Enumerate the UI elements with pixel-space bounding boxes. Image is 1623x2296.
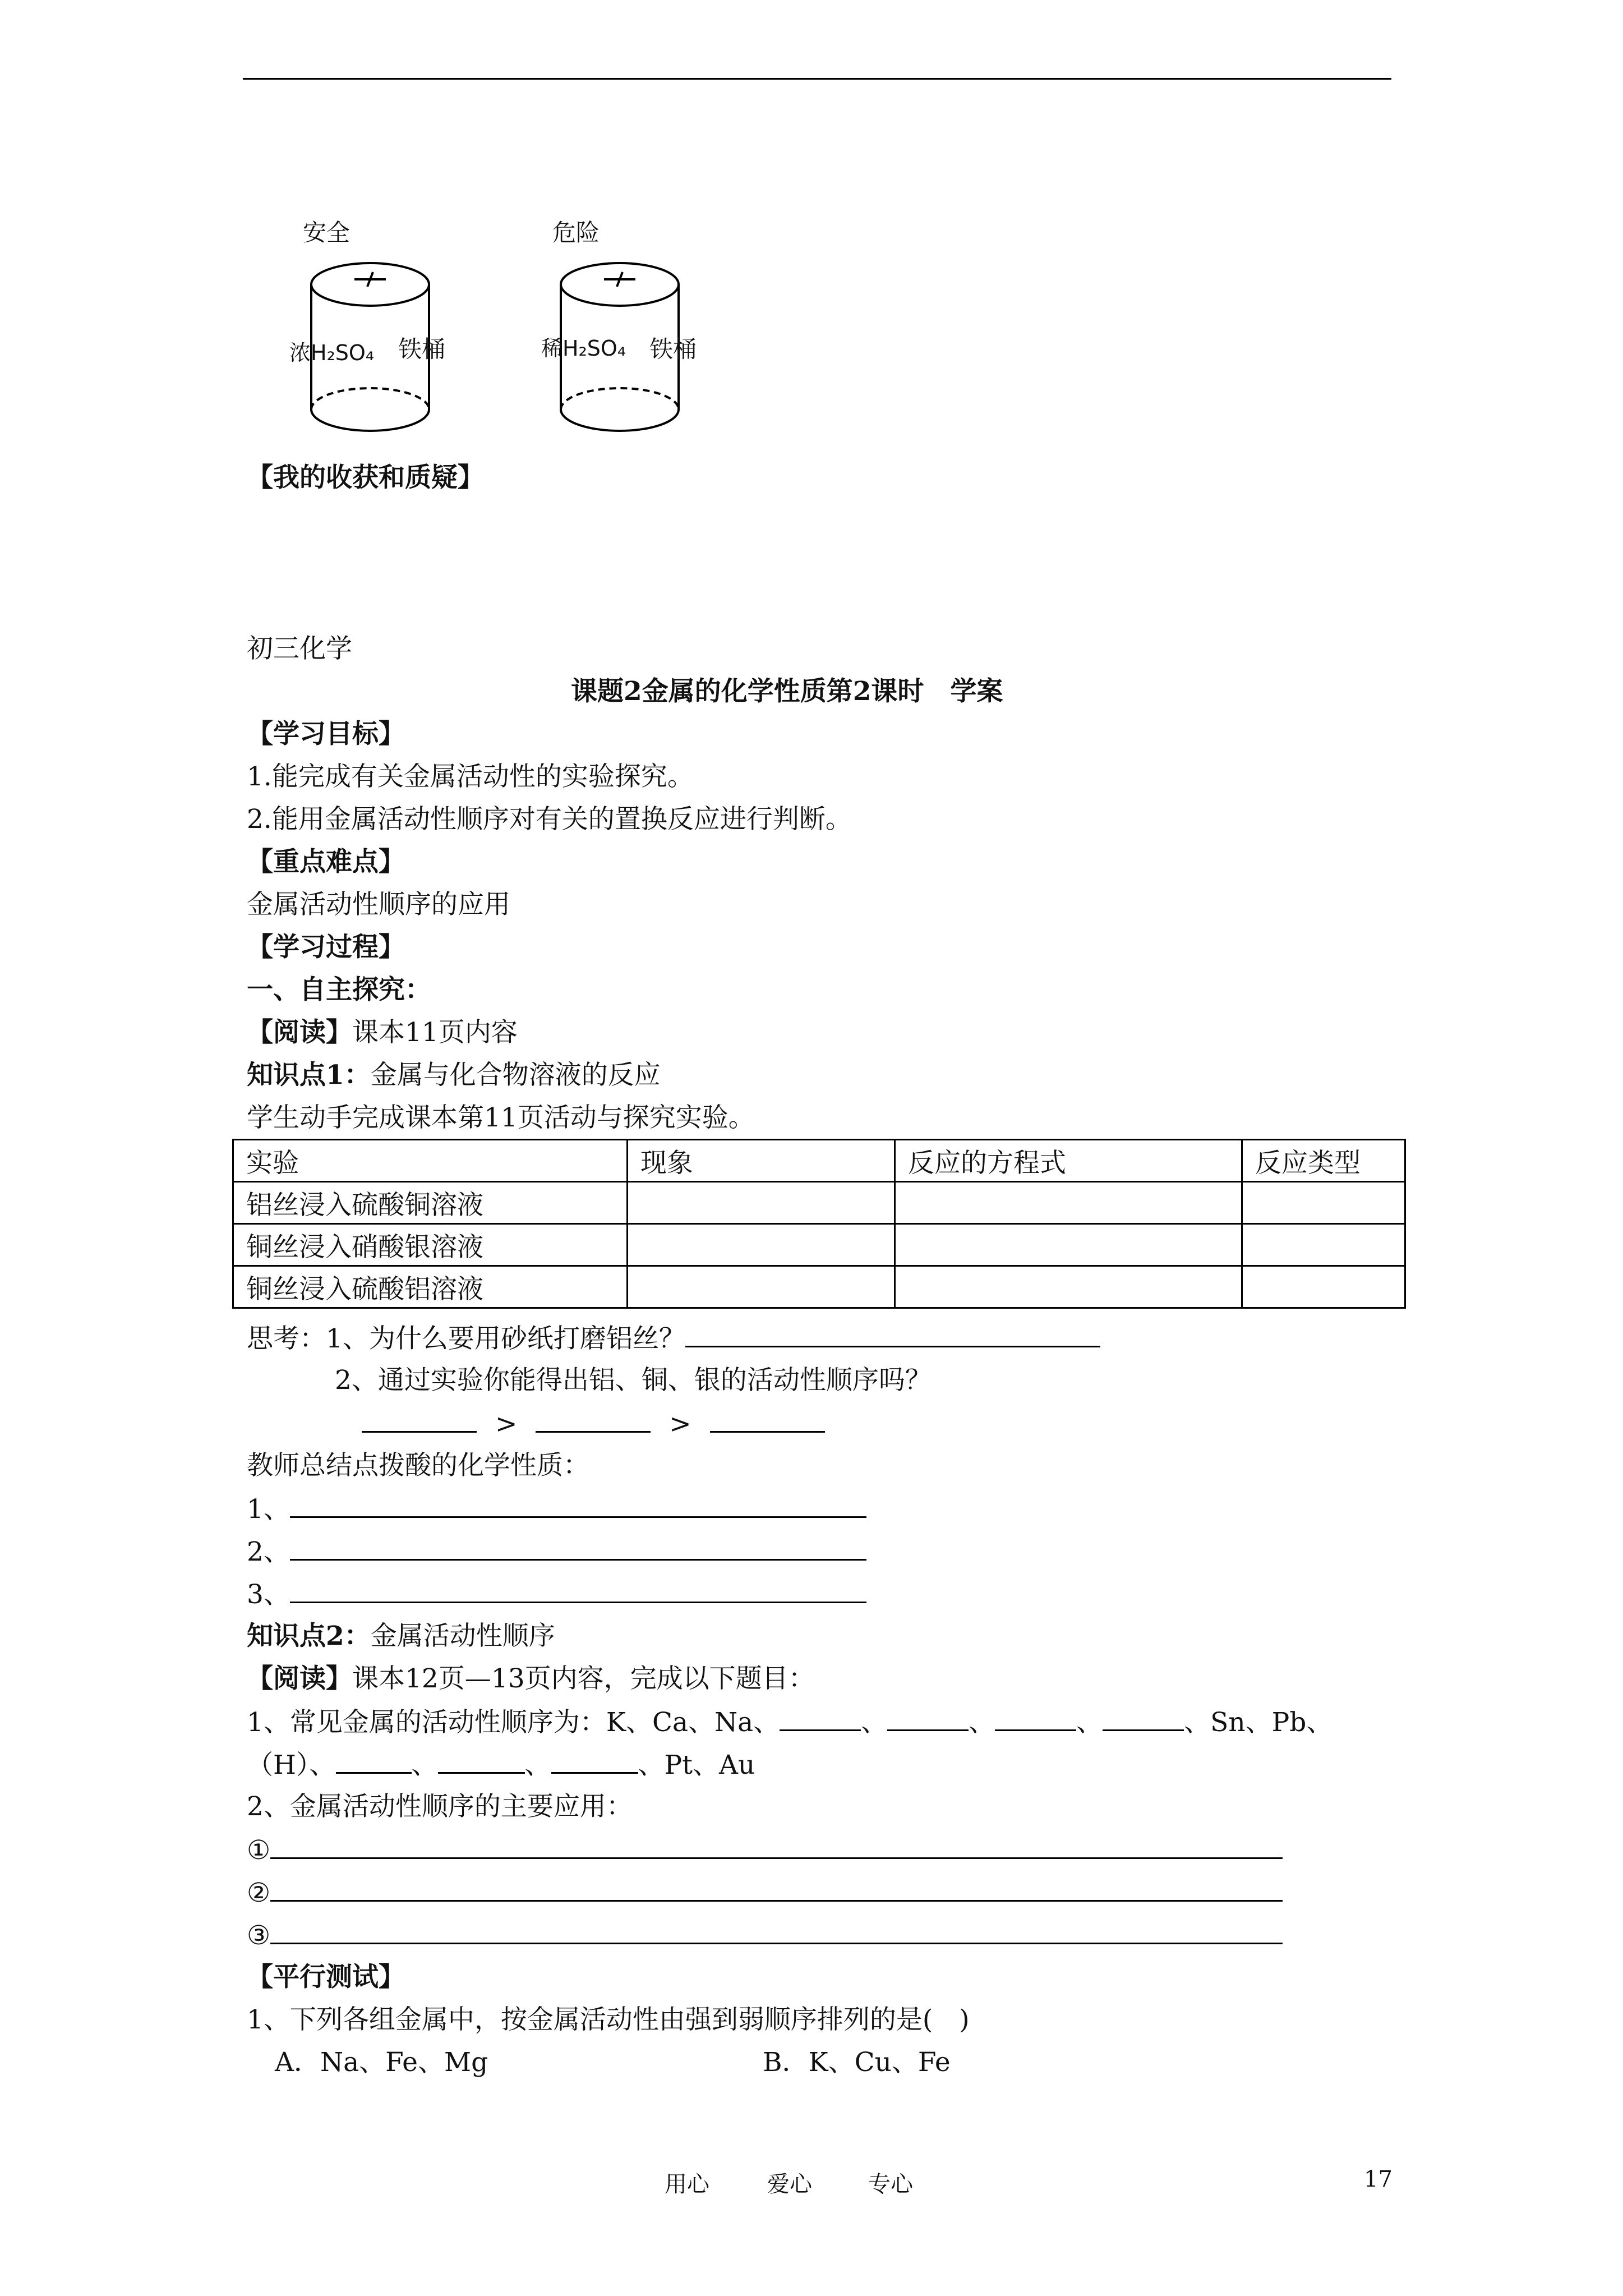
knowledge-point-2 bbox=[247, 1619, 555, 1653]
header-experiment: 实验 bbox=[233, 1140, 628, 1182]
sep-3: 、 bbox=[1076, 1707, 1103, 1738]
key-text: 金属活动性顺序的应用 bbox=[247, 889, 510, 920]
metal-blank-6[interactable] bbox=[438, 1747, 525, 1774]
sep-5: 、 bbox=[524, 1750, 551, 1780]
row-1-experiment: 铝丝浸入硫酸铜溶液 bbox=[233, 1182, 628, 1224]
footer-text-3: 专心 bbox=[868, 2171, 913, 2197]
number-2: 2、 bbox=[247, 1536, 290, 1567]
metal-blank-1[interactable] bbox=[780, 1705, 861, 1731]
option-b[interactable]: B．K、Cu、Fe bbox=[763, 2047, 951, 2078]
circle-3: ③ bbox=[247, 1920, 271, 1951]
row-3-equation[interactable] bbox=[895, 1266, 1242, 1308]
teacher-summary: 教师总结点拨酸的化学性质： bbox=[247, 1450, 589, 1481]
acid-property-2 bbox=[247, 1534, 866, 1569]
acid-property-3 bbox=[247, 1577, 866, 1612]
table-row bbox=[233, 1182, 1405, 1224]
think-1 bbox=[247, 1321, 1100, 1356]
acid-blank-1[interactable] bbox=[290, 1492, 866, 1518]
q1-tail: 、Sn、Pb、 bbox=[1184, 1707, 1333, 1738]
knowledge-point-1 bbox=[247, 1059, 661, 1092]
goals-heading: 【学习目标】 bbox=[247, 719, 405, 749]
greater-than-1: > bbox=[495, 1409, 518, 1439]
experiment-table bbox=[232, 1139, 1406, 1309]
metal-blank-7[interactable] bbox=[551, 1747, 638, 1774]
think-1-text: 思考：1、为什么要用砂纸打磨铝丝？ bbox=[247, 1323, 685, 1354]
application-2 bbox=[247, 1875, 1283, 1910]
course-name: 初三化学 bbox=[247, 633, 352, 664]
order-blank-3[interactable] bbox=[710, 1406, 825, 1433]
concentrated-acid-label: 浓H₂SO₄ bbox=[289, 341, 375, 365]
circle-2: ② bbox=[247, 1878, 271, 1908]
circle-1: ① bbox=[247, 1835, 271, 1866]
metal-blank-2[interactable] bbox=[887, 1705, 969, 1731]
row-3-type[interactable] bbox=[1242, 1266, 1405, 1308]
iron-bucket-label-left: 铁桶 bbox=[398, 335, 446, 363]
header-reaction-type: 反应类型 bbox=[1242, 1140, 1405, 1182]
application-blank-3[interactable] bbox=[270, 1918, 1283, 1944]
dilute-acid-label: 稀H₂SO₄ bbox=[541, 336, 626, 361]
read-1-text: 课本11页内容 bbox=[352, 1017, 518, 1048]
iron-bucket-label-right: 铁桶 bbox=[649, 335, 697, 363]
section-1-heading: 一、自主探究： bbox=[247, 974, 431, 1005]
page-title: 课题2金属的化学性质第2课时 学案 bbox=[571, 676, 1003, 707]
safe-label: 安全 bbox=[303, 219, 351, 246]
footer-text-1: 用心 bbox=[665, 2171, 709, 2197]
test-question-1: 1、下列各组金属中，按金属活动性由强到弱顺序排列的是( ) bbox=[247, 2004, 970, 2035]
row-3-phenomenon[interactable] bbox=[628, 1266, 895, 1308]
footer-text-2: 爱心 bbox=[767, 2171, 812, 2197]
application-blank-1[interactable] bbox=[270, 1833, 1283, 1859]
row-2-equation[interactable] bbox=[895, 1224, 1242, 1266]
header-rule bbox=[243, 78, 1391, 80]
row-2-experiment: 铜丝浸入硝酸银溶液 bbox=[233, 1224, 628, 1266]
kp2-text: 金属活动性顺序 bbox=[370, 1621, 555, 1651]
metal-blank-5[interactable] bbox=[336, 1747, 412, 1774]
q1-intro: 1、常见金属的活动性顺序为：K、Ca、Na、 bbox=[247, 1707, 780, 1738]
q1-end: 、Pt、Au bbox=[638, 1750, 755, 1780]
number-1: 1、 bbox=[247, 1494, 290, 1525]
read-1 bbox=[247, 1016, 518, 1050]
row-1-phenomenon[interactable] bbox=[628, 1182, 895, 1224]
kp1-text: 金属与化合物溶液的反应 bbox=[370, 1060, 661, 1091]
order-blanks bbox=[362, 1406, 825, 1441]
acid-blank-3[interactable] bbox=[290, 1577, 866, 1603]
table-row bbox=[233, 1224, 1405, 1266]
goal-1: 1.能完成有关金属活动性的实验探究。 bbox=[247, 761, 694, 792]
sep-1: 、 bbox=[861, 1707, 888, 1738]
danger-label: 危险 bbox=[552, 219, 600, 246]
acid-property-1 bbox=[247, 1492, 866, 1526]
row-1-type[interactable] bbox=[1242, 1182, 1405, 1224]
think-2: 2、通过实验你能得出铝、铜、银的活动性顺序吗？ bbox=[335, 1365, 932, 1396]
read-2-tag: 【阅读】 bbox=[247, 1663, 352, 1694]
table-header-row bbox=[233, 1140, 1405, 1182]
process-heading: 【学习过程】 bbox=[247, 932, 405, 963]
activity-order-line-2 bbox=[247, 1747, 755, 1782]
header-phenomenon: 现象 bbox=[628, 1140, 895, 1182]
application-3 bbox=[247, 1918, 1283, 1953]
activity-order-line-1 bbox=[247, 1705, 1332, 1740]
page-number: 17 bbox=[1364, 2166, 1393, 2192]
sep-2: 、 bbox=[969, 1707, 995, 1738]
read-2 bbox=[247, 1662, 815, 1696]
q2-text: 2、金属活动性顺序的主要应用： bbox=[247, 1791, 633, 1822]
read-2-text: 课本12页—13页内容，完成以下题目： bbox=[352, 1663, 815, 1694]
metal-blank-4[interactable] bbox=[1103, 1705, 1184, 1731]
row-3-experiment: 铜丝浸入硫酸铝溶液 bbox=[233, 1266, 628, 1308]
gains-heading: 【我的收获和质疑】 bbox=[247, 462, 484, 493]
application-blank-2[interactable] bbox=[270, 1875, 1283, 1902]
kp2-tag: 知识点2： bbox=[247, 1621, 371, 1651]
key-heading: 【重点难点】 bbox=[247, 846, 405, 877]
application-1 bbox=[247, 1833, 1283, 1867]
row-2-phenomenon[interactable] bbox=[628, 1224, 895, 1266]
option-a[interactable]: A．Na、Fe、Mg bbox=[275, 2047, 488, 2078]
metal-blank-3[interactable] bbox=[995, 1705, 1076, 1731]
order-blank-1[interactable] bbox=[362, 1406, 477, 1433]
goal-2: 2.能用金属活动性顺序对有关的置换反应进行判断。 bbox=[247, 804, 852, 835]
q1-hydrogen: （H）、 bbox=[247, 1750, 336, 1780]
header-equation: 反应的方程式 bbox=[895, 1140, 1242, 1182]
table-row bbox=[233, 1266, 1405, 1308]
acid-blank-2[interactable] bbox=[290, 1534, 866, 1561]
think-1-blank[interactable] bbox=[685, 1321, 1100, 1347]
row-1-equation[interactable] bbox=[895, 1182, 1242, 1224]
number-3: 3、 bbox=[247, 1579, 290, 1610]
kp1-tag: 知识点1： bbox=[247, 1060, 371, 1091]
read-1-tag: 【阅读】 bbox=[247, 1017, 352, 1048]
parallel-test-heading: 【平行测试】 bbox=[247, 1962, 405, 1993]
order-blank-2[interactable] bbox=[536, 1406, 651, 1433]
sep-4: 、 bbox=[411, 1750, 438, 1780]
row-2-type[interactable] bbox=[1242, 1224, 1405, 1266]
greater-than-2: > bbox=[669, 1409, 691, 1439]
kp1-instruction: 学生动手完成课本第11页活动与探究实验。 bbox=[247, 1102, 755, 1133]
